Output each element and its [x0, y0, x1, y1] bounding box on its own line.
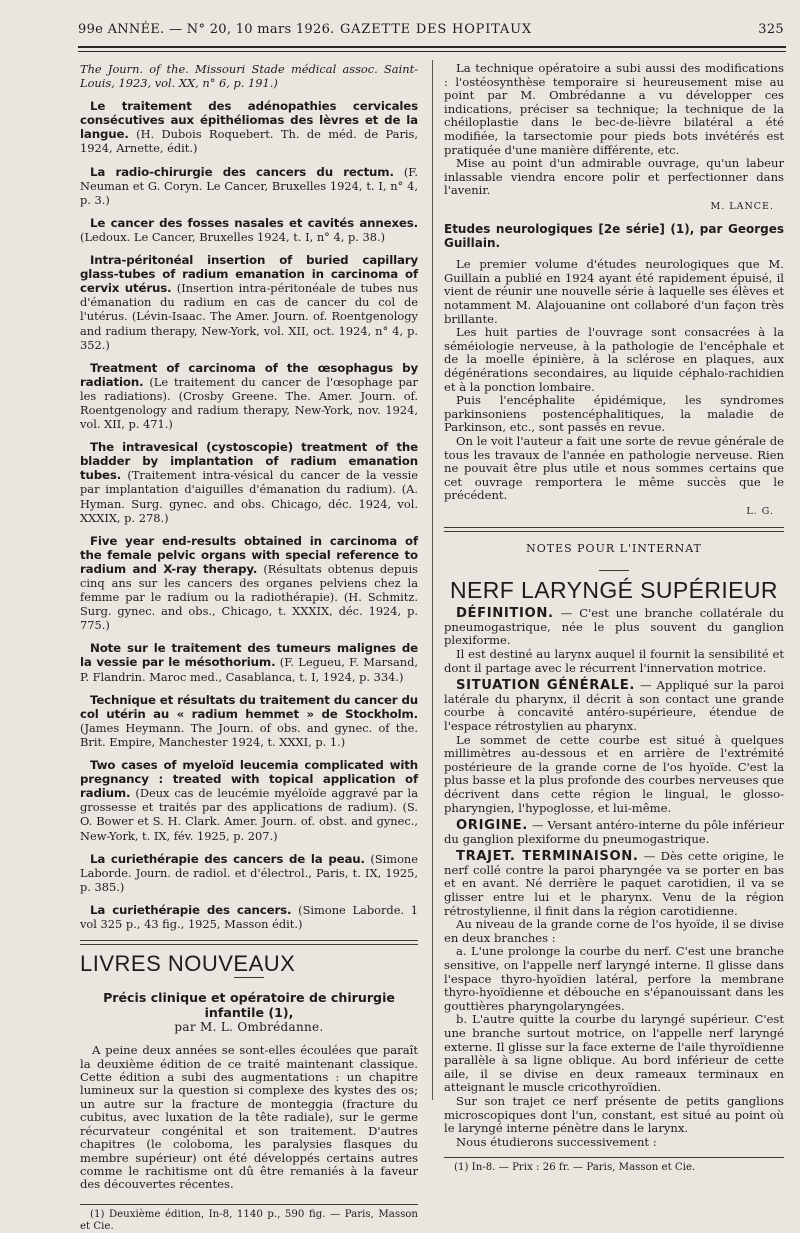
bib-body: (Le traitement du cancer de l'œsophage par les radiations). (Crosby Greene. The. Amer. Journ. of. Roentgenology and radium therapy, New-York, nov. 1924, vol. XII, p. 471.)	[80, 374, 418, 432]
section-text: a. L'une prolonge la courbe du nerf. C'est une branche sensitive, on l'appelle nerf laryngé interne. Il glisse dans l'espace thyro-hyoïdien latéral, perfore la membrane thyro-hyoïdienne et débouche en s'épanouissant dans les gouttières pharyngolaryngées.	[444, 944, 784, 1013]
right-column	[444, 62, 784, 1174]
bib-entry-0	[80, 62, 418, 90]
bib-body: (James Heymann. The Journ. of obs. and gynec. of the. Brit. Empire, Manchester 1924, t. XXXI, p. 1.)	[80, 720, 418, 749]
article-title: NERF LARYNGÉ SUPÉRIEUR	[450, 577, 778, 604]
bib-entry-5	[80, 361, 418, 431]
section-origine	[444, 819, 784, 846]
signature: M. LANCE.	[710, 200, 774, 212]
bib-title: La curiethérapie des cancers.	[90, 902, 292, 917]
bib-entry-11	[80, 852, 418, 894]
bib-title: The intravesical (cystoscopie) treatment of the bladder by implantation of radium emanation tubes.	[80, 440, 418, 483]
sub-heading: TRAJET. TERMINAISON.	[456, 849, 639, 865]
footnote: (1) In-8. — Prix : 26 fr. — Paris, Masson et Cie.	[454, 1162, 696, 1174]
section-text: — C'est une branche collatérale du pneumogastrique, née le plus souvent du ganglion plexiforme.	[444, 606, 785, 648]
book-author: par M. L. Ombrédanne.	[174, 1020, 324, 1035]
section-text: — Appliqué sur la paroi latérale du pharynx, il décrit à son contact une grande courbe à concavité antéro-supérieure, étendue de l'espace rétrostylien au pharynx.	[444, 678, 785, 733]
section-text: Nous étudierons successivement :	[456, 1134, 657, 1149]
bib-body: (Insertion intra-péritonéale de tubes nus d'émanation du radium en cas de cancer du col de l'utérus. (Lévin-Isaac. The Amer. Journ. of. Roentgenology and radium therapy, New-York, vol. XII, oct. 1924, n° 4, p. 352.)	[80, 281, 419, 352]
intro-paragraph: Mise au point d'un admirable ouvrage, qu'un labeur inlassable viendra encore polir et perfectionner dans l'avenir.	[444, 156, 784, 198]
review-paragraph: Le premier volume d'études neurologiques que M. Guillain a publié en 1924 ayant été rapidement épuisé, il vient de réunir une nouvelle série à laquelle ses élèves et notamment M. Alajouanine ont collaboré d'un façon très brillante.	[444, 257, 784, 326]
bib-body: (Ledoux. Le Cancer, Bruxelles 1924, t. I, n° 4, p. 38.)	[80, 229, 386, 244]
section-trajet	[444, 850, 784, 918]
header-rule-thin	[78, 51, 786, 52]
review-paragraph: Les huit parties de l'ouvrage sont consacrées à la séméiologie nerveuse, à la pathologie de l'encéphale et de la moelle épinière, à la sclérose en plaques, aux dégénérations secondaires, au liquide céphalo-rachidien et à la ponction lombaire.	[444, 325, 784, 394]
page-header	[78, 22, 784, 44]
bib-body: (Simone Laborde. 1 vol 325 p., 43 fig., 1925, Masson édit.)	[80, 902, 419, 931]
bib-entry-3	[80, 216, 418, 244]
bib-title: Le cancer des fosses nasales et cavités annexes.	[90, 215, 418, 230]
bib-body: (Simone Laborde. Journ. de radiol. et d'électrol., Paris, t. IX, 1925, p. 385.)	[80, 851, 419, 894]
sub-heading: ORIGINE.	[456, 818, 528, 834]
left-column	[80, 62, 418, 1233]
intro-paragraph: La technique opératoire a subi aussi des modifications : l'ostéosynthèse temporaire si heureusement mise au point par M. Ombrédanne a vu développer ces indications, préciser sa technique; la technique de la chéiloplastie dans le bec-de-lièvre bilatéral a été modifiée, la tarsectomie pour pieds bots invétérés est pratiquée d'une manière différente, etc.	[444, 61, 784, 157]
footnote-rule	[444, 1157, 784, 1158]
bib-title: Treatment of carcinoma of the œsophagus by radiation.	[80, 360, 418, 389]
bib-entry-2	[80, 165, 418, 207]
bib-body: (Traitement intra-vésical du cancer de la vessie par implantation d'aiguilles d'émanation du radium). (A. Hyman. Surg. gynec. and obs. Chicago, déc. 1924, vol. XXXIX, p. 278.)	[80, 468, 418, 525]
short-rule	[234, 977, 264, 978]
column-divider	[432, 60, 433, 1100]
bib-title: La radio-chirurgie des cancers du rectum.	[90, 164, 394, 179]
bib-entry-10	[80, 758, 418, 843]
sub-heading: SITUATION GÉNÉRALE.	[456, 678, 635, 694]
section-rule	[444, 527, 784, 532]
sub-heading: DÉFINITION.	[456, 606, 554, 622]
signature: L. G.	[746, 505, 774, 517]
section-text: Au niveau de la grande corne de l'os hyoïde, il se divise en deux branches :	[444, 917, 784, 945]
section-rule	[80, 940, 418, 945]
section-situation	[444, 679, 784, 733]
section-text: Il est destiné au larynx auquel il fournit la sensibilité et dont il partage avec le récurrent l'innervation motrice.	[444, 646, 784, 675]
bib-entry-8	[80, 641, 418, 683]
review-title: Etudes neurologiques [2e série] (1), par Georges Guillain.	[444, 222, 784, 251]
bib-body: The Journ. of the. Missouri Stade médical assoc. Saint-Louis, 1923, vol. XX, n° 6, p. 191.)	[80, 62, 418, 91]
review-paragraph: Puis l'encéphalite épidémique, les syndromes parkinsoniens postencéphalitiques, la maladie de Parkinson, etc., sont passés en revue.	[444, 393, 784, 435]
page-number: 325	[758, 22, 784, 37]
bib-title: Five year end-results obtained in carcinoma of the female pelvic organs with special reference to radium and X-ray therapy.	[80, 533, 418, 576]
section-definition	[444, 607, 784, 648]
bib-title: Intra-péritonéal insertion of buried capillary glass-tubes of radium emanation in carcinoma of cervix utérus.	[80, 253, 418, 296]
section-text: Le sommet de cette courbe est situé à quelques millimètres au-dessous et en arrière de l'extrémité postérieure de la grande corne de l'os hyoïde. C'est la plus basse et la plus profonde des courbes nerveuses que décrivent dans cette région le lingual, le glosso-pharyngien, l'hypoglosse, et lui-même.	[444, 732, 784, 815]
bib-body: (Deux cas de leucémie myéloïde aggravé par la grossesse et traités par des applications de radium). (S. O. Bower et S. H. Clark. Amer. Journ. of. obst. and gynec., New-York, t. IX, fév. 1925, p. 207.)	[80, 786, 418, 843]
footnote-rule	[80, 1204, 418, 1205]
bib-entry-4	[80, 253, 418, 352]
bib-title: Two cases of myeloïd leucemia complicated with pregnancy : treated with topical application of radium.	[80, 758, 418, 801]
section-text: — Versant antéro-interne du pôle inférieur du ganglion plexiforme du pneumogastrique.	[444, 818, 785, 846]
book-title: Précis clinique et opératoire de chirurgie infantile (1),	[103, 990, 395, 1021]
section-heading: LIVRES NOUVEAUX	[80, 951, 296, 977]
notes-heading: NOTES POUR L'INTERNAT	[526, 542, 702, 555]
bib-entry-7	[80, 534, 418, 633]
bib-body: (F. Neuman et G. Coryn. Le Cancer, Bruxelles 1924, t. I, n° 4, p. 3.)	[80, 164, 419, 207]
book-review-text: A peine deux années se sont-elles écoulées que paraît la deuxième édition de ce traité maintenant classique. Cette édition a subi des augmentations : un chapitre lumineux sur la question si complexe des kystes des os; un autre sur la fracture de monteggia (fracture du cubitus, avec luxation de la tête radiale), sur le germe récurvateur congénital et son traitement. D'autres chapitres (le coloboma, les paralysies flasques du membre supérieur) ont été développés certains autres comme le rachitisme ont dû être remaniés à la faveur des découvertes récentes.	[80, 1043, 418, 1192]
bib-title: Le traitement des adénopathies cervicales consécutives aux épithéliomas des lèvres et de la langue.	[80, 99, 418, 142]
footnote: (1) Deuxième édition, In-8, 1140 p., 590 fig. — Paris, Masson et Cie.	[80, 1208, 418, 1232]
bib-body: (Résultats obtenus depuis cinq ans sur les cancers des organes pelviens chez la femme par le radium ou la radiothérapie). (H. Schmitz. Surg. gynec. and obs., Chicago, t. XXXIX, déc. 1924, p. 775.)	[80, 561, 418, 633]
newspaper-title: GAZETTE DES HOPITAUX	[340, 22, 532, 37]
bib-entry-9	[80, 693, 418, 749]
section-text: Sur son trajet ce nerf présente de petits ganglions microscopiques dont l'un, constant, est situé au point où le laryngé interne pénètre dans le larynx.	[444, 1093, 784, 1136]
issue-info: 99e ANNÉE. — N° 20, 10 mars 1926.	[78, 22, 335, 37]
bib-entry-6	[80, 440, 418, 525]
bib-body: (F. Legueu, F. Marsand, P. Flandrin. Maroc med., Casablanca, t. I, 1924, p. 334.)	[80, 655, 418, 684]
bib-title: Note sur le traitement des tumeurs malignes de la vessie par le mésothorium.	[80, 641, 418, 670]
bib-entry-12	[80, 903, 418, 931]
bib-entry-1	[80, 99, 418, 155]
bib-body: (H. Dubois Roquebert. Th. de méd. de Paris, 1924, Arnette, édit.)	[80, 127, 418, 156]
section-text: b. L'autre quitte la courbe du laryngé supérieur. C'est une branche surtout motrice, on l'appelle nerf laryngé externe. Il glisse sur la face externe de l'aile thyroïdienne parallèle à sa ligne oblique. Au bord inférieur de cette aile, il se divise en deux rameaux terminaux en atteignant le muscle cricothyroïdien.	[444, 1012, 784, 1095]
review-paragraph: On le voit l'auteur a fait une sorte de revue générale de tous les travaux de l'année en pathologie nerveuse. Rien ne pouvait être plus utile et nous sommes certains que cet ouvrage remportera le même succès que le précédent.	[444, 433, 784, 503]
short-rule	[599, 570, 629, 571]
section-text: — Dès cette origine, le nerf collé contre la paroi pharyngée va se porter en bas et en avant. Né derrière le paquet carotidien, il va se glisser entre lui et le pharynx. Venu de la région rétrostylienne, il finit dans la région carotidienne.	[444, 849, 784, 918]
header-rule	[78, 46, 786, 48]
bib-title: Technique et résultats du traitement du cancer du col utérin au « radium hemmet » de Stockholm.	[80, 692, 418, 721]
bib-title: La curiethérapie des cancers de la peau.	[90, 851, 365, 866]
